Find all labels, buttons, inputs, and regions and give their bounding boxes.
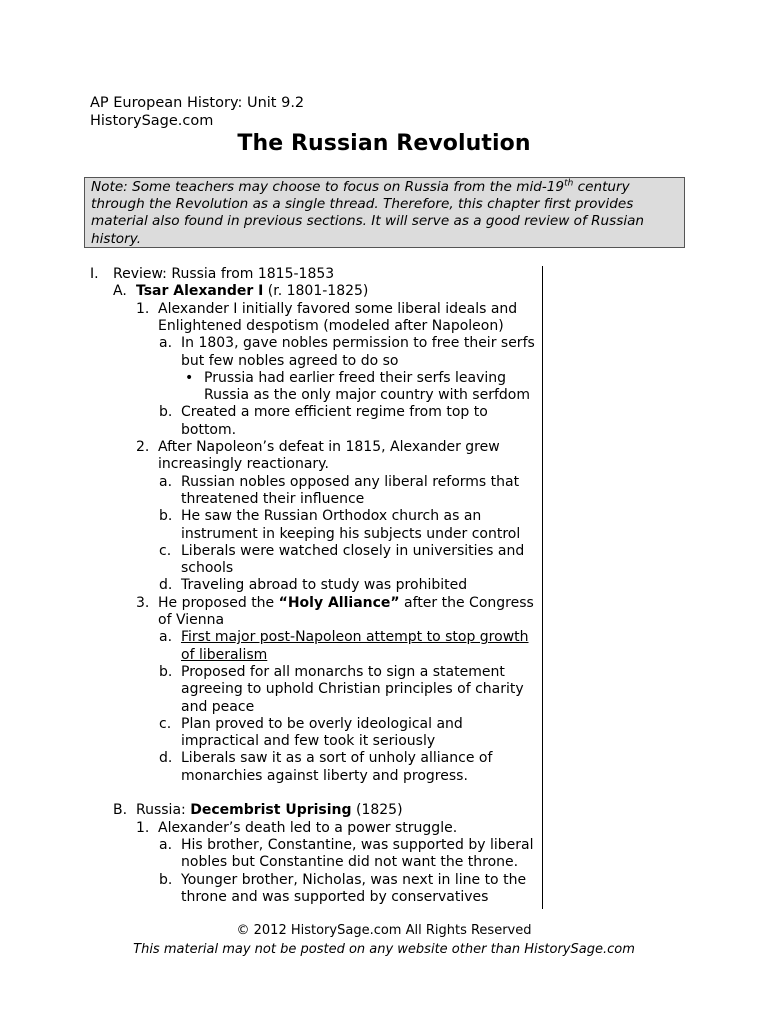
outline-line: Liberals saw it as a sort of unholy alliance of <box>181 750 493 767</box>
outline-line: schools <box>181 560 234 577</box>
note-text-1: Note: Some teachers may choose to focus on Russia from the mid-19 <box>91 179 565 195</box>
outline-heading-b <box>136 802 403 819</box>
outline-text: Russia: <box>136 802 191 819</box>
outline-marker: b. <box>159 871 173 888</box>
outline-line: His brother, Constantine, was supported by liberal <box>181 836 534 853</box>
outline-text: (1825) <box>351 802 403 819</box>
outline-marker: B. <box>113 802 128 819</box>
outline-bold: “Holy Alliance” <box>278 594 400 611</box>
outline-marker: b. <box>159 404 173 421</box>
outline-line: Plan proved to be overly ideological and <box>181 715 463 732</box>
outline-marker: 3. <box>136 594 150 611</box>
outline-line <box>181 629 529 646</box>
outline-line: Proposed for all monarchs to sign a statement <box>181 663 505 680</box>
outline-line: threatened their influence <box>181 490 365 507</box>
outline-text: He proposed the <box>158 594 279 611</box>
site-label: HistorySage.com <box>90 113 214 129</box>
outline-marker: 1. <box>136 819 150 836</box>
note-box <box>84 177 685 248</box>
outline-marker: b. <box>159 663 173 680</box>
outline-line <box>181 647 267 664</box>
outline-marker: I. <box>90 266 99 282</box>
outline-line: Enlightened despotism (modeled after Napoleon) <box>158 317 504 334</box>
note-superscript: th <box>564 178 574 189</box>
underlined-text: of liberalism <box>181 646 268 663</box>
outline-marker: b. <box>159 508 173 525</box>
outline-bold: Decembrist Uprising <box>190 802 352 819</box>
outline-marker: A. <box>113 283 127 300</box>
outline-line: and peace <box>181 698 255 715</box>
outline-line: He saw the Russian Orthodox church as an <box>181 508 482 525</box>
outline-heading-i: Review: Russia from 1815-1853 <box>113 266 335 282</box>
outline-line: Liberals were watched closely in universities and <box>181 542 525 559</box>
outline-marker: a. <box>159 836 173 853</box>
outline-line: Created a more efficient regime from top to <box>181 404 488 421</box>
outline-line: agreeing to uphold Christian principles of charity <box>181 681 524 698</box>
underlined-text: First major post-Napoleon attempt to stop growth <box>181 629 529 646</box>
outline-marker: c. <box>159 715 172 732</box>
outline-line: bottom. <box>181 421 237 438</box>
outline-line: impractical and few took it seriously <box>181 733 436 750</box>
outline-line: but few nobles agreed to do so <box>181 352 399 369</box>
usage-notice: This material may not be posted on any website other than HistorySage.com <box>133 942 635 957</box>
outline-line: instrument in keeping his subjects under control <box>181 525 521 542</box>
outline-line <box>158 595 534 612</box>
outline-bold: Tsar Alexander I <box>136 283 264 300</box>
outline-line: Russia as the only major country with serfdom <box>204 387 530 404</box>
copyright-footer: © 2012 HistorySage.com All Rights Reserved <box>236 923 532 938</box>
outline-line: increasingly reactionary. <box>158 456 329 473</box>
outline-line: In 1803, gave nobles permission to free their serfs <box>181 335 535 352</box>
outline-marker: 2. <box>136 439 150 455</box>
document-header <box>90 94 304 130</box>
outline-line: Traveling abroad to study was prohibited <box>181 577 468 594</box>
outline-line: Younger brother, Nicholas, was next in line to the <box>181 871 527 888</box>
outline-line: of Vienna <box>158 612 225 628</box>
outline-line: monarchies against liberty and progress. <box>181 767 468 784</box>
outline-marker: a. <box>159 335 173 352</box>
outline-marker: d. <box>159 577 173 594</box>
outline-marker: a. <box>159 629 173 646</box>
bullet-icon: • <box>185 369 194 386</box>
column-divider <box>542 266 543 909</box>
outline-text: after the Congress <box>399 594 534 611</box>
page-title: The Russian Revolution <box>237 131 531 156</box>
outline-line: throne and was supported by conservatives <box>181 888 489 905</box>
outline-line: After Napoleon’s defeat in 1815, Alexander grew <box>158 439 500 455</box>
outline-line: Russian nobles opposed any liberal reforms that <box>181 473 520 490</box>
outline-line: Alexander I initially favored some liberal ideals and <box>158 300 518 317</box>
outline-heading-a <box>136 283 368 300</box>
note-text-2: century through the Revolution as a single thread. Therefore, this chapter first provides material also found in previous sections. It will serve as a good review of Russian history. <box>91 179 645 247</box>
outline-line: nobles but Constantine did not want the throne. <box>181 854 519 871</box>
outline-marker: d. <box>159 750 173 767</box>
outline-marker: a. <box>159 473 173 490</box>
outline-text: (r. 1801-1825) <box>263 283 369 300</box>
outline-marker: c. <box>159 542 172 559</box>
outline-marker: 1. <box>136 300 150 317</box>
outline-line: Alexander’s death led to a power struggle. <box>158 819 458 836</box>
outline-line: Prussia had earlier freed their serfs leaving <box>204 369 507 386</box>
course-label: AP European History: Unit 9.2 <box>90 95 305 111</box>
